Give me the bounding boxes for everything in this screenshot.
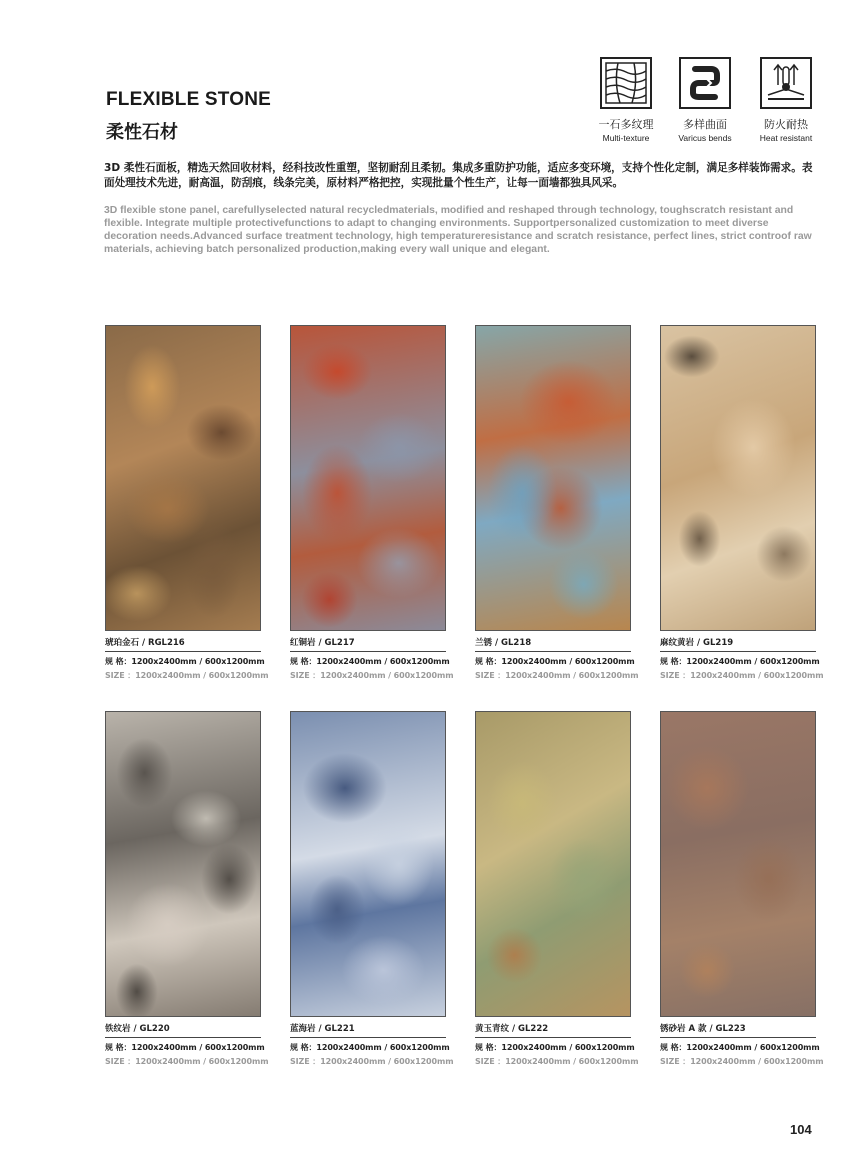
- feature-heat-resistant: [751, 57, 821, 143]
- product-spec: 规 格：1200x2400mm / 600x1200mm: [290, 657, 450, 666]
- product-name: 麻纹黄岩 / GL219: [660, 636, 816, 652]
- feature-label-en: Varicus bends: [678, 133, 732, 143]
- multi-texture-icon: [600, 57, 652, 109]
- product-card[interactable]: [105, 711, 269, 1067]
- stone-swatch-image: [105, 325, 261, 631]
- feature-bends: [670, 57, 740, 143]
- description-cn: 3D 柔性石面板，精选天然回收材料，经科技改性重塑，坚韧耐刮且柔韧。集成多重防护功能，适应多变环境，支持个性化定制，满足多样装饰需求。表面处理技术先进，耐高温，防刮痕，线条完美，原材料严格把控，实现批量个性生产，让每一面墙都独具风采。: [104, 162, 813, 189]
- feature-label-cn: 多样曲面: [683, 118, 727, 131]
- product-spec: 规 格：1200x2400mm / 600x1200mm: [105, 657, 265, 666]
- stone-swatch-image: [660, 711, 816, 1017]
- product-size: SIZE ：1200x2400mm / 600x1200mm: [290, 671, 454, 680]
- product-card[interactable]: [105, 325, 269, 681]
- feature-icons: [596, 57, 818, 147]
- product-spec: 规 格：1200x2400mm / 600x1200mm: [290, 1043, 450, 1052]
- product-spec: 规 格：1200x2400mm / 600x1200mm: [105, 1043, 265, 1052]
- product-size: SIZE ：1200x2400mm / 600x1200mm: [105, 1057, 269, 1066]
- heat-resistant-icon: [760, 57, 812, 109]
- feature-label-cn: 防火耐热: [764, 118, 808, 131]
- stone-swatch-image: [660, 325, 816, 631]
- page-number: 104: [790, 1122, 812, 1137]
- feature-label-en: Heat resistant: [759, 133, 813, 143]
- product-card[interactable]: [290, 325, 454, 681]
- description-en: 3D flexible stone panel, carefullyselected natural recycledmaterials, modified and reshaped through technology, toughscratch resistant and flexible. Integrate multiple protectivefunctions to adapt to changing environments. Supportpersonalized customization to meet diverse decoration needs.Advanced surface treatment technology, high temperatureresistance and scratch resistance, perfect lines, strict controof raw materials, achieving batch personalized production,making every wall unique and elegant.: [104, 205, 812, 255]
- page-title-cn: 柔性石材: [106, 122, 178, 143]
- product-size: SIZE ：1200x2400mm / 600x1200mm: [660, 671, 824, 680]
- product-spec: 规 格：1200x2400mm / 600x1200mm: [475, 1043, 635, 1052]
- stone-swatch-image: [290, 711, 446, 1017]
- product-spec: 规 格：1200x2400mm / 600x1200mm: [660, 1043, 820, 1052]
- feature-label-en: Multi-texture: [602, 133, 650, 143]
- stone-swatch-image: [290, 325, 446, 631]
- product-name: 铁纹岩 / GL220: [105, 1022, 261, 1038]
- stone-swatch-image: [475, 711, 631, 1017]
- product-card[interactable]: [660, 711, 824, 1067]
- product-size: SIZE ：1200x2400mm / 600x1200mm: [290, 1057, 454, 1066]
- product-size: SIZE ：1200x2400mm / 600x1200mm: [475, 1057, 639, 1066]
- product-size: SIZE ：1200x2400mm / 600x1200mm: [660, 1057, 824, 1066]
- product-card[interactable]: [290, 711, 454, 1067]
- product-name: 黄玉青纹 / GL222: [475, 1022, 631, 1038]
- product-spec: 规 格：1200x2400mm / 600x1200mm: [660, 657, 820, 666]
- product-spec: 规 格：1200x2400mm / 600x1200mm: [475, 657, 635, 666]
- product-card[interactable]: [660, 325, 824, 681]
- feature-label-cn: 一石多纹理: [598, 118, 654, 131]
- product-card[interactable]: [475, 325, 639, 681]
- bend-icon: [679, 57, 731, 109]
- product-card[interactable]: [475, 711, 639, 1067]
- product-name: 锈砂岩 A 款 / GL223: [660, 1022, 816, 1038]
- product-size: SIZE ：1200x2400mm / 600x1200mm: [475, 671, 639, 680]
- product-name: 兰锈 / GL218: [475, 636, 631, 652]
- page-title: FLEXIBLE STONE: [106, 89, 272, 110]
- product-size: SIZE ：1200x2400mm / 600x1200mm: [105, 671, 269, 680]
- feature-multi-texture: [591, 57, 661, 143]
- product-name: 琥珀金石 / RGL216: [105, 636, 261, 652]
- stone-swatch-image: [105, 711, 261, 1017]
- product-name: 红铜岩 / GL217: [290, 636, 446, 652]
- product-name: 蓝海岩 / GL221: [290, 1022, 446, 1038]
- stone-swatch-image: [475, 325, 631, 631]
